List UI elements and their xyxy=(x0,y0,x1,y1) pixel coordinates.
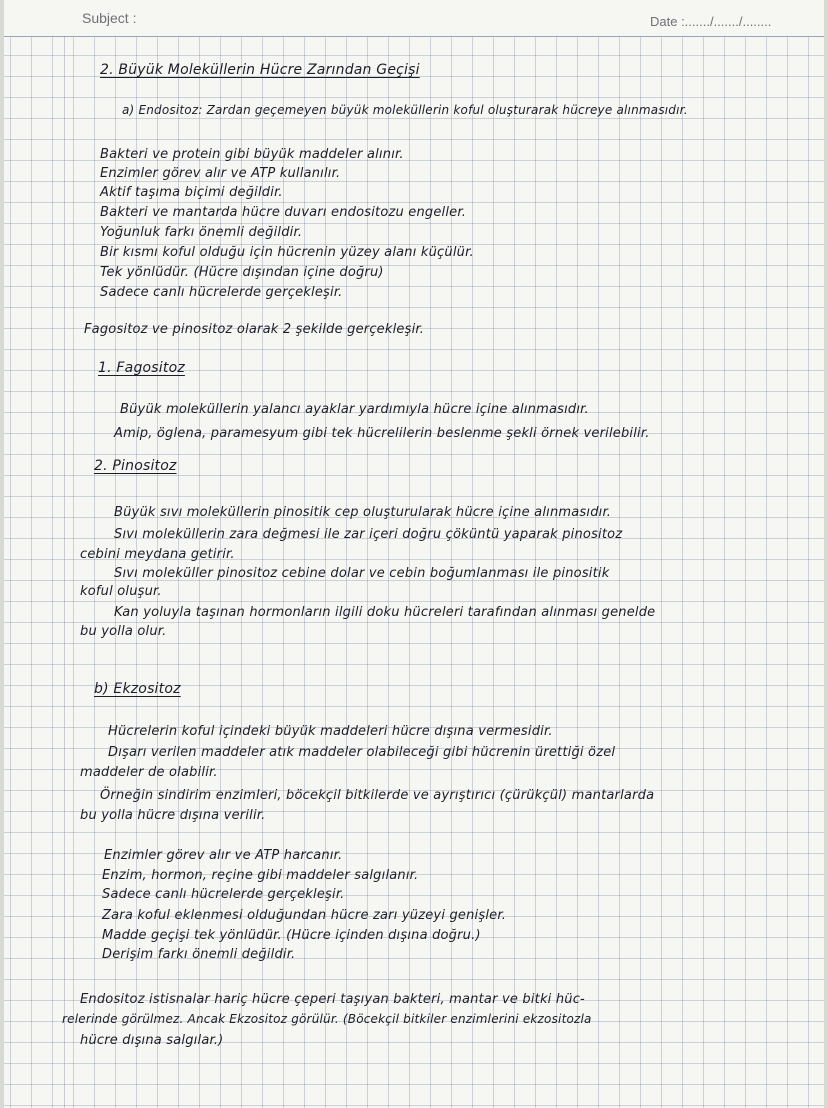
conclusion-line: hücre dışına salgılar.) xyxy=(80,1033,224,1048)
fagositoz-heading: 1. Fagositoz xyxy=(98,360,185,376)
endositoz-line: Bakteri ve mantarda hücre duvarı endositozu engeller. xyxy=(100,205,467,220)
pinositoz-heading: 2. Pinositoz xyxy=(94,458,177,474)
endositoz-line: Tek yönlüdür. (Hücre dışından içine doğru) xyxy=(100,265,384,280)
endositoz-definition: a) Endositoz: Zardan geçemeyen büyük moleküllerin koful oluşturarak hücreye alınmasıdır. xyxy=(122,103,688,117)
ekzositoz-heading: b) Ekzositoz xyxy=(94,681,181,697)
fagositoz-line: Amip, öglena, paramesyum gibi tek hücrelilerin beslenme şekli örnek verilebilir. xyxy=(114,426,650,441)
ekzositoz-line: Örneğin sindirim enzimleri, böcekçil bitkilerde ve ayrıştırıcı (çürükçül) mantarlarda xyxy=(100,788,655,803)
ekzositoz-line: Dışarı verilen maddeler atık maddeler olabileceği gibi hücrenin ürettiği özel xyxy=(108,745,616,760)
subject-label: Subject : xyxy=(82,10,137,26)
pinositoz-line: koful oluşur. xyxy=(80,584,162,599)
ekzositoz-feature-line: Madde geçişi tek yönlüdür. (Hücre içinden dışına doğru.) xyxy=(102,928,481,943)
pinositoz-line: Sıvı moleküllerin zara değmesi ile zar içeri doğru çöküntü yaparak pinositoz xyxy=(114,527,623,542)
endositoz-line: Enzimler görev alır ve ATP kullanılır. xyxy=(100,166,341,181)
notebook-page xyxy=(4,0,824,1108)
pinositoz-line: bu yolla olur. xyxy=(80,624,167,639)
page-header xyxy=(4,0,824,37)
endositoz-line: Bir kısmı koful olduğu için hücrenin yüzey alanı küçülür. xyxy=(100,245,474,260)
ekzositoz-feature-line: Sadece canlı hücrelerde gerçekleşir. xyxy=(102,887,345,902)
endositoz-line: Bakteri ve protein gibi büyük maddeler alınır. xyxy=(100,147,404,162)
fagositoz-line: Büyük moleküllerin yalancı ayaklar yardımıyla hücre içine alınmasıdır. xyxy=(120,402,589,417)
ekzositoz-line: bu yolla hücre dışına verilir. xyxy=(80,808,266,823)
section-title: 2. Büyük Moleküllerin Hücre Zarından Geçişi xyxy=(100,62,420,78)
ekzositoz-feature-line: Derişim farkı önemli değildir. xyxy=(102,947,296,962)
pinositoz-line: Büyük sıvı moleküllerin pinositik cep oluşturularak hücre içine alınmasıdır. xyxy=(114,505,612,520)
ekzositoz-feature-line: Enzim, hormon, reçine gibi maddeler salgılanır. xyxy=(102,868,419,883)
ekzositoz-feature-line: Zara koful eklenmesi olduğundan hücre zarı yüzeyi genişler. xyxy=(102,908,507,923)
margin-line xyxy=(64,36,65,1108)
ekzositoz-line: maddeler de olabilir. xyxy=(80,765,218,780)
endositoz-types-line: Fagositoz ve pinositoz olarak 2 şekilde gerçekleşir. xyxy=(84,322,425,337)
conclusion-line: relerinde görülmez. Ancak Ekzositoz görülür. (Böcekçil bitkiler enzimlerini ekzositozla xyxy=(62,1012,592,1026)
endositoz-line: Sadece canlı hücrelerde gerçekleşir. xyxy=(100,285,343,300)
pinositoz-line: Sıvı moleküller pinositoz cebine dolar ve cebin boğumlanması ile pinositik xyxy=(114,566,610,581)
endositoz-line: Yoğunluk farkı önemli değildir. xyxy=(100,225,303,240)
pinositoz-line: cebini meydana getirir. xyxy=(80,547,235,562)
conclusion-line: Endositoz istisnalar hariç hücre çeperi taşıyan bakteri, mantar ve bitki hüc- xyxy=(80,992,585,1007)
ekzositoz-line: Hücrelerin koful içindeki büyük maddeleri hücre dışına vermesidir. xyxy=(108,724,553,739)
pinositoz-line: Kan yoluyla taşınan hormonların ilgili doku hücreleri tarafından alınması genelde xyxy=(114,605,656,620)
date-label: Date :......./......./........ xyxy=(650,14,772,29)
endositoz-line: Aktif taşıma biçimi değildir. xyxy=(100,185,283,200)
ekzositoz-feature-line: Enzimler görev alır ve ATP harcanır. xyxy=(104,848,343,863)
